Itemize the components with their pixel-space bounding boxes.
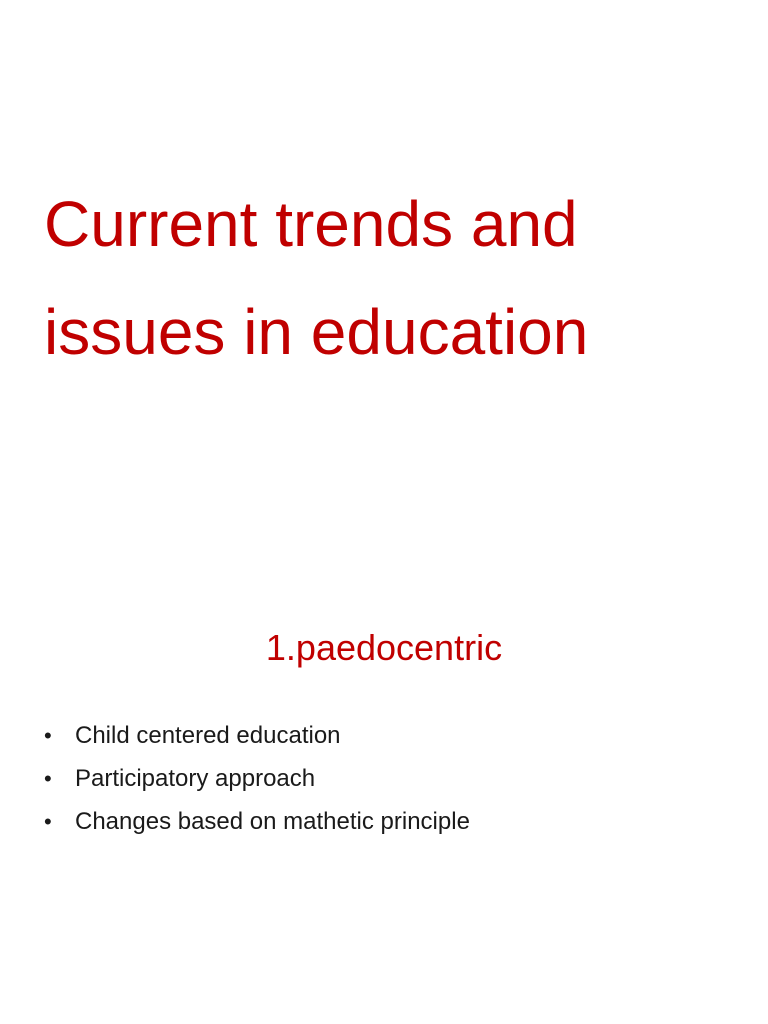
bullet-text: Changes based on mathetic principle xyxy=(75,807,470,835)
title-line-1: Current trends and xyxy=(44,188,578,260)
bullet-item-child-centered xyxy=(44,714,470,757)
slide-title xyxy=(44,170,744,386)
bullet-icon: • xyxy=(44,765,52,791)
bullet-list xyxy=(44,714,470,843)
bullet-text: Participatory approach xyxy=(75,764,316,792)
title-line-2: issues in education xyxy=(44,296,589,368)
bullet-text: Child centered education xyxy=(75,721,341,749)
section-heading: 1.paedocentric xyxy=(265,627,503,668)
bullet-item-mathetic xyxy=(44,800,470,843)
bullet-item-participatory xyxy=(44,757,470,800)
bullet-icon: • xyxy=(44,722,52,748)
bullet-icon: • xyxy=(44,808,52,834)
